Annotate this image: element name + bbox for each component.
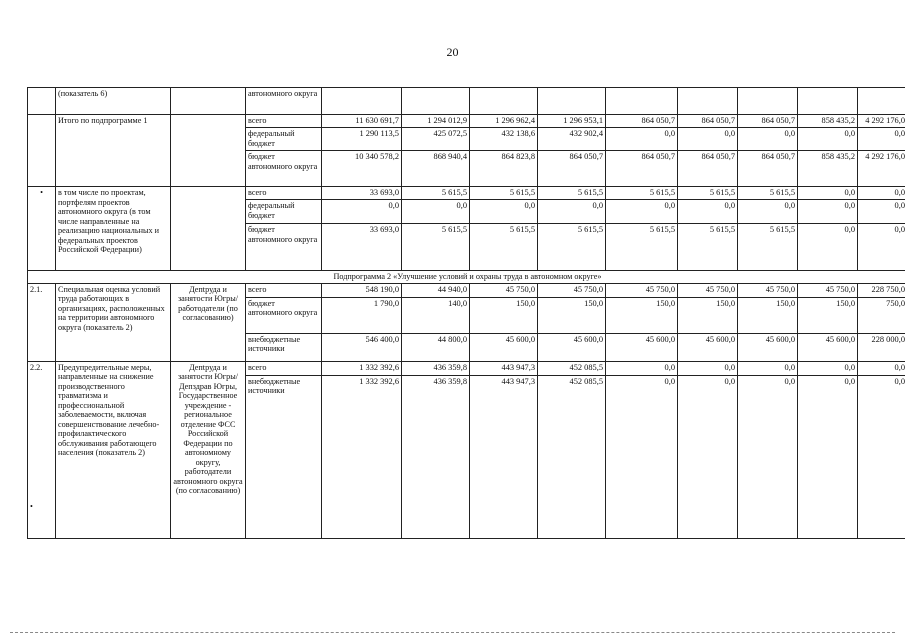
value-cell: 45 600,0 <box>470 333 538 361</box>
value-cell: 1 296 962,4 <box>470 115 538 128</box>
source-cell: бюджет автономного округа <box>246 224 322 271</box>
value-cell: 0,0 <box>858 187 905 200</box>
value-cell: 0,0 <box>738 375 798 538</box>
value-cell: 868 940,4 <box>402 151 470 187</box>
value-cell: 750,0 <box>858 297 905 333</box>
value-cell: 864 050,7 <box>738 151 798 187</box>
source-cell: всего <box>246 283 322 297</box>
source-cell: федеральный бюджет <box>246 128 322 151</box>
value-cell: 45 750,0 <box>798 283 858 297</box>
value-cell: 1 332 392,6 <box>322 361 402 375</box>
row-name-cell: Итого по подпрограмме 1 <box>56 115 171 187</box>
value-cell: 0,0 <box>322 200 402 224</box>
value-cell: 548 190,0 <box>322 283 402 297</box>
value-cell: 0,0 <box>858 200 905 224</box>
value-cell: 0,0 <box>798 375 858 538</box>
value-cell: 443 947,3 <box>470 375 538 538</box>
value-cell: 0,0 <box>402 200 470 224</box>
value-cell: 452 085,5 <box>538 361 606 375</box>
value-cell: 45 750,0 <box>470 283 538 297</box>
source-cell: всего <box>246 361 322 375</box>
row-exec-cell: Депtруда и занятости Югры/Депздрав Югры, Государственное учреждение - региональное отделение ФСС Российской Федерации по автономному округу, работодатели автономного округа (по согласованию) <box>171 361 246 538</box>
value-cell: 1 296 953,1 <box>538 115 606 128</box>
budget-table-body <box>28 88 905 539</box>
value-cell: 1 790,0 <box>322 297 402 333</box>
value-cell: 0,0 <box>798 128 858 151</box>
value-cell: 45 600,0 <box>678 333 738 361</box>
value-cell: 5 615,5 <box>470 187 538 200</box>
table-row <box>28 115 905 128</box>
value-cell: 0,0 <box>798 224 858 271</box>
value-cell: 0,0 <box>606 200 678 224</box>
bullet-mark: • <box>40 188 43 197</box>
value-cell: 44 800,0 <box>402 333 470 361</box>
value-cell: 11 630 691,7 <box>322 115 402 128</box>
row-number-cell: 2.2. • <box>28 361 56 538</box>
source-cell: бюджет автономного округа <box>246 151 322 187</box>
table-row <box>28 283 905 297</box>
subprogram-title: Подпрограмма 2 «Улучшение условий и охраны труда в автономном округе» <box>28 271 905 284</box>
value-cell: 4 292 176,0 <box>858 151 905 187</box>
value-cell: 0,0 <box>858 361 905 375</box>
value-cell: 0,0 <box>738 361 798 375</box>
value-cell: 452 085,5 <box>538 375 606 538</box>
value-cell: 0,0 <box>738 200 798 224</box>
value-cell: 0,0 <box>470 200 538 224</box>
value-cell: 150,0 <box>678 297 738 333</box>
source-cell: автономного округа <box>246 88 322 115</box>
value-cell: 45 750,0 <box>738 283 798 297</box>
value-cell: 228 000,0 <box>858 333 905 361</box>
value-cell: 436 359,8 <box>402 375 470 538</box>
value-cell: 45 750,0 <box>606 283 678 297</box>
budget-table <box>27 87 905 539</box>
value-cell: 1 290 113,5 <box>322 128 402 151</box>
value-cell: 0,0 <box>858 128 905 151</box>
row-name-cell: (показатель 6) <box>56 88 171 115</box>
value-cell: 864 050,7 <box>606 115 678 128</box>
value-cell: 546 400,0 <box>322 333 402 361</box>
value-cell: 5 615,5 <box>538 187 606 200</box>
value-cell: 150,0 <box>606 297 678 333</box>
value-cell: 44 940,0 <box>402 283 470 297</box>
value-cell: 858 435,2 <box>798 115 858 128</box>
value-cell: 432 138,6 <box>470 128 538 151</box>
source-cell: внебюджетные источники <box>246 333 322 361</box>
value-cell: 0,0 <box>858 375 905 538</box>
value-cell: 0,0 <box>606 128 678 151</box>
value-cell: 5 615,5 <box>538 224 606 271</box>
row-name-cell: Специальная оценка условий труда работающих в организациях, расположенных на территории автономного округа (показатель 2) <box>56 283 171 361</box>
value-cell: 864 050,7 <box>606 151 678 187</box>
value-cell: 1 294 012,9 <box>402 115 470 128</box>
row-exec-cell: Депtруда и занятости Югры/работодатели (по согласованию) <box>171 283 246 361</box>
bullet-mark: • <box>30 502 33 511</box>
value-cell: 45 750,0 <box>678 283 738 297</box>
value-cell: 150,0 <box>798 297 858 333</box>
table-row <box>28 271 905 284</box>
value-cell: 5 615,5 <box>470 224 538 271</box>
value-cell: 4 292 176,0 <box>858 115 905 128</box>
value-cell: 10 340 578,2 <box>322 151 402 187</box>
value-cell: 443 947,3 <box>470 361 538 375</box>
value-cell: 0,0 <box>798 361 858 375</box>
value-cell: 864 050,7 <box>678 151 738 187</box>
value-cell: 33 693,0 <box>322 224 402 271</box>
value-cell: 150,0 <box>470 297 538 333</box>
value-cell: 432 902,4 <box>538 128 606 151</box>
value-cell: 228 750,0 <box>858 283 905 297</box>
table-row <box>28 187 905 200</box>
table-row <box>28 361 905 375</box>
value-cell: 5 615,5 <box>678 224 738 271</box>
value-cell: 864 050,7 <box>738 115 798 128</box>
value-cell: 45 600,0 <box>738 333 798 361</box>
value-cell: 5 615,5 <box>606 187 678 200</box>
value-cell: 140,0 <box>402 297 470 333</box>
value-cell: 45 600,0 <box>606 333 678 361</box>
value-cell: 1 332 392,6 <box>322 375 402 538</box>
row-exec-cell <box>171 88 246 115</box>
value-cell: 150,0 <box>538 297 606 333</box>
value-cell: 864 050,7 <box>678 115 738 128</box>
value-cell: 0,0 <box>678 200 738 224</box>
value-cell: 858 435,2 <box>798 151 858 187</box>
source-cell: всего <box>246 115 322 128</box>
source-cell: бюджет автономного округа <box>246 297 322 333</box>
source-cell: федеральный бюджет <box>246 200 322 224</box>
value-cell: 0,0 <box>538 200 606 224</box>
value-cell: 45 600,0 <box>798 333 858 361</box>
value-cell: 864 050,7 <box>538 151 606 187</box>
source-cell: всего <box>246 187 322 200</box>
value-cell: 5 615,5 <box>402 187 470 200</box>
value-cell: 0,0 <box>678 128 738 151</box>
source-cell: внебюджетные источники <box>246 375 322 538</box>
table-row <box>28 88 905 115</box>
value-cell: 425 072,5 <box>402 128 470 151</box>
value-cell: 0,0 <box>798 187 858 200</box>
row-name-cell: Предупредительные меры, направленные на снижение производственного травматизма и профессиональной заболеваемости, включая совершенствование лечебно-профилактического обслуживания работающего населения (показатель 2) <box>56 361 171 538</box>
value-cell: 5 615,5 <box>738 224 798 271</box>
value-cell: 0,0 <box>738 128 798 151</box>
value-cell: 5 615,5 <box>738 187 798 200</box>
row-number-cell <box>28 88 56 115</box>
value-cell: 45 600,0 <box>538 333 606 361</box>
row-number-cell: 2.1. <box>28 283 56 361</box>
value-cell: 150,0 <box>738 297 798 333</box>
bottom-scan-edge <box>10 632 895 633</box>
value-cell: 0,0 <box>678 375 738 538</box>
value-cell: 0,0 <box>678 361 738 375</box>
value-cell: 5 615,5 <box>678 187 738 200</box>
value-cell: 0,0 <box>606 361 678 375</box>
value-cell: 0,0 <box>798 200 858 224</box>
value-cell: 5 615,5 <box>402 224 470 271</box>
value-cell: 45 750,0 <box>538 283 606 297</box>
value-cell: 436 359,8 <box>402 361 470 375</box>
value-cell: 864 823,8 <box>470 151 538 187</box>
value-cell: 0,0 <box>858 224 905 271</box>
row-name-cell: в том числе по проектам, портфелям проектов автономного округа (в том числе направленные на реализацию национальных и федеральных проектов Российской Федерации) <box>56 187 171 271</box>
page-number: 20 <box>446 45 459 59</box>
value-cell: 0,0 <box>606 375 678 538</box>
value-cell: 5 615,5 <box>606 224 678 271</box>
value-cell: 33 693,0 <box>322 187 402 200</box>
